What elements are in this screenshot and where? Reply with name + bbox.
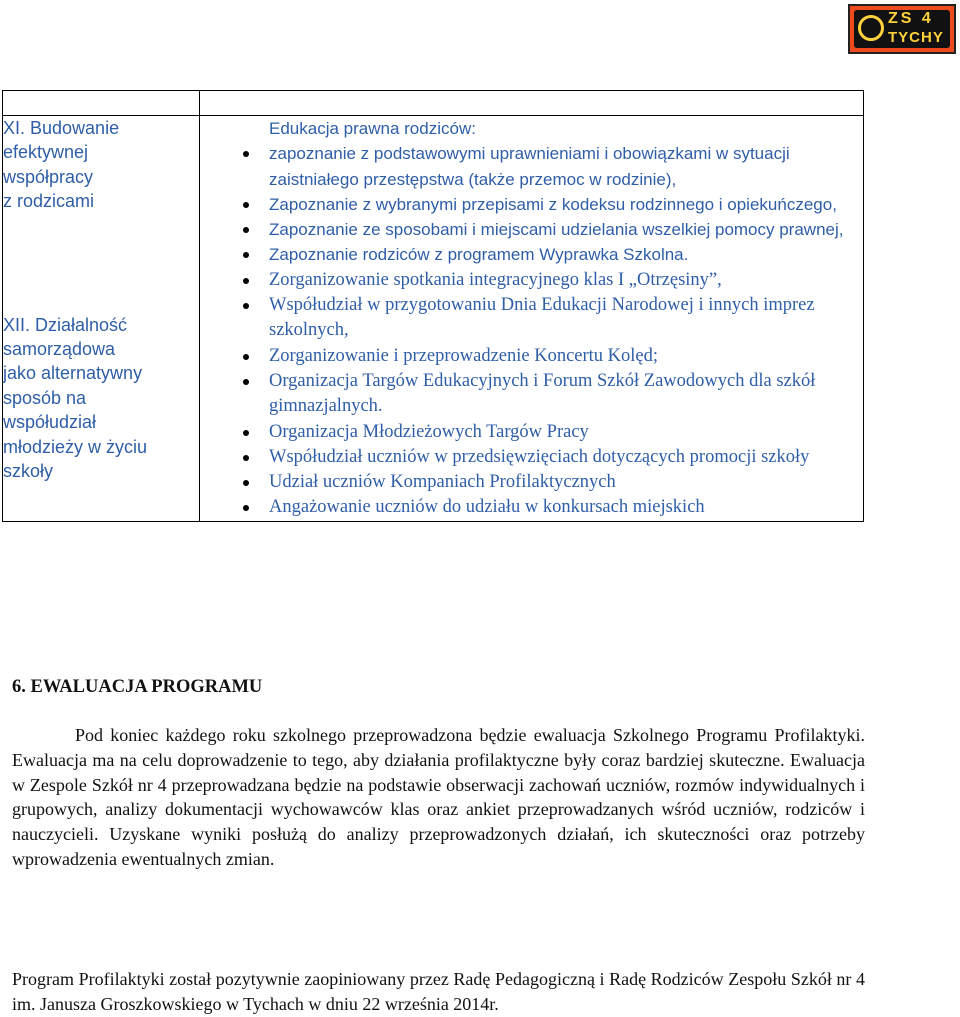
section-title-xi xyxy=(3,116,199,214)
evaluation-paragraph: Pod koniec każdego roku szkolnego przeprowadzona będzie ewaluacja Szkolnego Programu Profilaktyki. Ewaluacja ma na celu doprowadzenie to tego, aby działania profilaktyczne były coraz bardziej skuteczne. Ewaluacja w Zespole Szkół nr 4 przeprowadzana będzie na podstawie obserwacji zachowań uczniów, rozmów indywidualnych i grupowych, analizy dokumentacji wychowawców klas oraz ankiet przeprowadzanych wśród uczniów, rodziców i nauczycieli. Uzyskane wyniki posłużą do analizy przeprowadzonych działań, ich skuteczności oraz potrzeby wprowadzenia ewentualnych zmian. xyxy=(12,725,865,869)
title-line: sposób na xyxy=(3,387,87,408)
list-item: Zorganizowanie spotkania integracyjnego klas I „Otrzęsiny”, xyxy=(200,268,863,293)
title-line: jako alternatywny xyxy=(3,363,143,384)
list-item: Współudział uczniów w przedsięwzięciach dotyczących promocji szkoły xyxy=(200,445,863,470)
table-row xyxy=(3,116,864,522)
list-item: Współudział w przygotowaniu Dnia Edukacji Narodowej i innych imprez szkolnych, xyxy=(200,293,863,344)
title-line: szkoły xyxy=(3,461,54,482)
list-item: Udział uczniów Kompaniach Profilaktycznych xyxy=(200,470,863,495)
list-item: Zapoznanie rodziców z programem Wyprawka Szkolna. xyxy=(200,242,863,267)
title-line: młodzieży w życiu xyxy=(3,436,148,457)
section-heading: 6. EWALUACJA PROGRAMU xyxy=(12,677,263,697)
logo-text-top: ZS 4 xyxy=(888,10,934,27)
list-item: zapoznanie z podstawowymi uprawnieniami i obowiązkami w sytuacji zaistniałego przestępstwa (także przemoc w rodzinie), xyxy=(200,141,863,192)
title-line: współpracy xyxy=(3,166,94,187)
logo-text-bottom: TYCHY xyxy=(888,29,944,46)
list-item: Angażowanie uczniów do udziału w konkursach miejskich xyxy=(200,495,863,520)
section-items-cell xyxy=(200,116,864,522)
list-item: Zapoznanie ze sposobami i miejscami udzielania wszelkiej pomocy prawnej, xyxy=(200,217,863,242)
activity-list xyxy=(200,116,863,521)
section-title-xii xyxy=(3,313,199,484)
closing-paragraph: Program Profilaktyki został pozytywnie zaopiniowany przez Radę Pedagogiczną i Radę Rodziców Zespołu Szkół nr 4 im. Janusza Groszkowskiego w Tychach w dniu 22 września 2014r. xyxy=(12,969,865,1014)
list-item: Organizacja Targów Edukacyjnych i Forum Szkół Zawodowych dla szkół gimnazjalnych. xyxy=(200,369,863,420)
title-line: efektywnej xyxy=(3,142,89,163)
logo-circle-icon xyxy=(858,15,884,41)
program-table xyxy=(2,90,864,522)
table-header-row xyxy=(3,91,864,116)
list-item: Edukacja prawna rodziców: xyxy=(269,119,476,138)
logo-badge xyxy=(854,10,950,48)
header-cell-left xyxy=(3,91,200,116)
title-line: XII. Działalność xyxy=(3,314,128,335)
title-line: z rodzicami xyxy=(3,191,95,212)
list-item: Zapoznanie z wybranymi przepisami z kodeksu rodzinnego i opiekuńczego, xyxy=(200,192,863,217)
list-item: Zorganizowanie i przeprowadzenie Koncertu Kolęd; xyxy=(200,344,863,369)
title-line: współudział xyxy=(3,412,97,433)
title-line: samorządowa xyxy=(3,339,116,360)
title-line: XI. Budowanie xyxy=(3,118,120,138)
section-titles-cell xyxy=(3,116,200,522)
spacer xyxy=(3,214,199,313)
list-item: Organizacja Młodzieżowych Targów Pracy xyxy=(200,420,863,445)
school-logo xyxy=(848,4,956,54)
header-cell-right xyxy=(200,91,864,116)
